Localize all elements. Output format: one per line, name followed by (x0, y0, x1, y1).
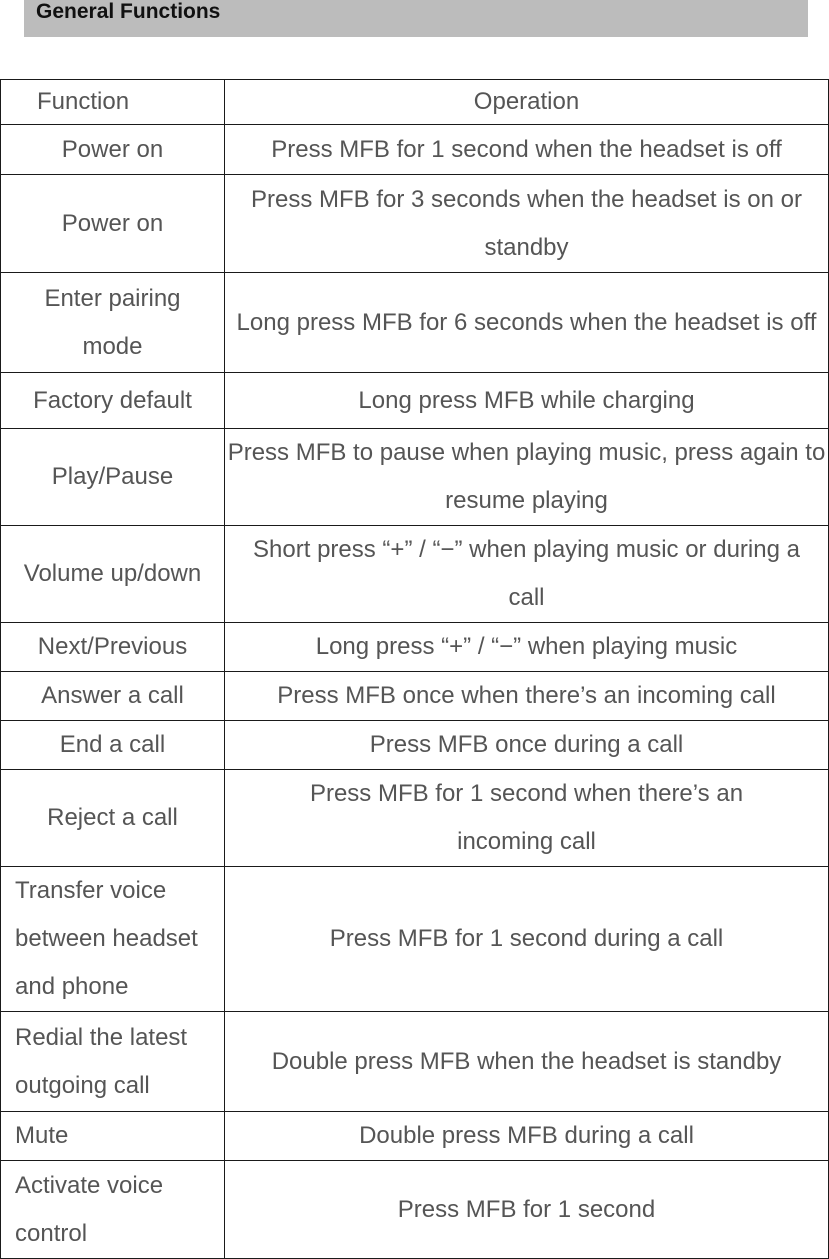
operation-cell: Long press MFB for 6 seconds when the headset is off (225, 273, 829, 373)
function-cell: Activate voice control (1, 1161, 225, 1259)
header-function: Function (1, 80, 225, 125)
operation-cell: Double press MFB when the headset is standby (225, 1012, 829, 1112)
function-cell: Play/Pause (1, 429, 225, 526)
section-header (24, 0, 808, 37)
table-row (1, 273, 829, 373)
function-cell: Next/Previous (1, 623, 225, 672)
function-cell: Mute (1, 1112, 225, 1161)
table-row (1, 1012, 829, 1112)
table-row (1, 721, 829, 770)
table-row (1, 125, 829, 175)
function-cell: Reject a call (1, 770, 225, 867)
table-row (1, 672, 829, 721)
function-cell: Power on (1, 125, 225, 175)
function-cell: Enter pairing mode (1, 273, 225, 373)
function-cell: Volume up/down (1, 526, 225, 623)
function-cell: Transfer voice between headset and phone (1, 867, 225, 1012)
operation-cell: Press MFB once during a call (225, 721, 829, 770)
function-cell: Factory default (1, 373, 225, 429)
operation-cell: Short press “+” / “−” when playing music or during a call (225, 526, 829, 623)
operation-cell: Press MFB for 1 second when there’s an incoming call (225, 770, 829, 867)
table-row (1, 770, 829, 867)
operation-cell: Press MFB for 1 second when the headset is off (225, 125, 829, 175)
function-cell: Power on (1, 175, 225, 273)
table-row (1, 867, 829, 1012)
operation-cell: Press MFB to pause when playing music, press again to resume playing (225, 429, 829, 526)
table-row (1, 429, 829, 526)
operation-cell: Press MFB for 3 seconds when the headset is on or standby (225, 175, 829, 273)
table-row (1, 526, 829, 623)
section-title: General Functions (36, 0, 221, 23)
table-row (1, 175, 829, 273)
table-row (1, 1161, 829, 1259)
operation-cell: Double press MFB during a call (225, 1112, 829, 1161)
function-cell: End a call (1, 721, 225, 770)
operation-cell: Press MFB for 1 second during a call (225, 867, 829, 1012)
table-row (1, 373, 829, 429)
operation-cell: Press MFB once when there’s an incoming call (225, 672, 829, 721)
header-operation: Operation (225, 80, 829, 125)
table-row (1, 623, 829, 672)
table-row (1, 1112, 829, 1161)
table-header-row (1, 80, 829, 125)
function-cell: Redial the latest outgoing call (1, 1012, 225, 1112)
operation-cell: Press MFB for 1 second (225, 1161, 829, 1259)
functions-table (0, 79, 829, 1259)
function-cell: Answer a call (1, 672, 225, 721)
operation-cell: Long press “+” / “−” when playing music (225, 623, 829, 672)
operation-cell: Long press MFB while charging (225, 373, 829, 429)
